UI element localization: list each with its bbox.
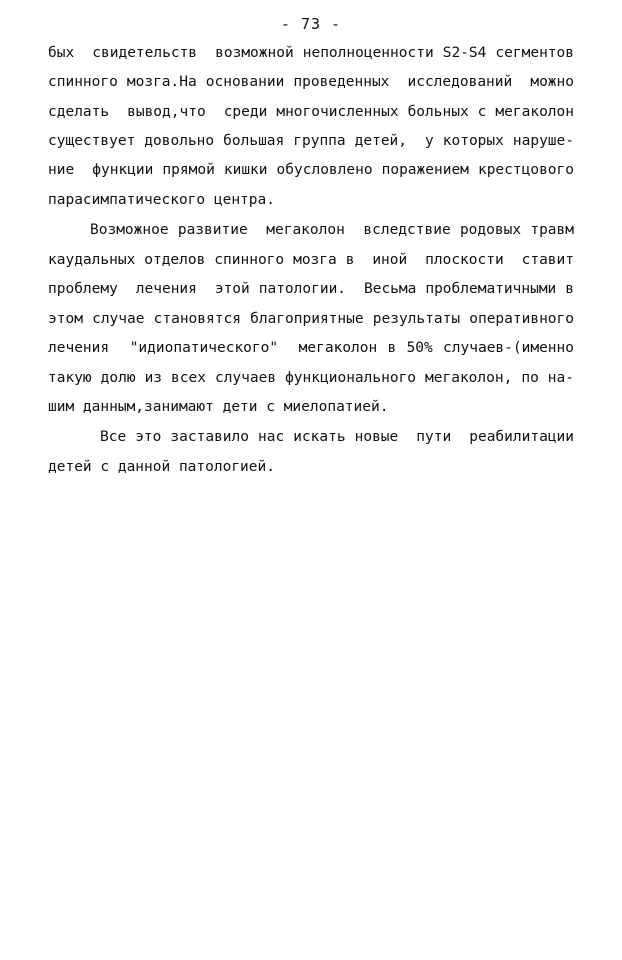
text-line: Возможное развитие мегаколон вследствие родовых травм <box>90 222 574 238</box>
text-line: спинного мозга.На основании проведенных исследований можно <box>48 74 574 90</box>
text-line: лечения "идиопатического" мегаколон в 50% случаев-(именно <box>48 340 574 356</box>
text-line: этом случае становятся благоприятные результаты оперативного <box>48 311 574 327</box>
text-line: парасимпатического центра. <box>48 192 275 208</box>
text-line: Все это заставило нас искать новые пути реабилитации <box>100 429 574 445</box>
text-line: детей с данной патологией. <box>48 459 275 475</box>
text-line: такую долю из всех случаев функционального мегаколон, по на- <box>48 370 574 386</box>
text-line: каудальных отделов спинного мозга в иной плоскости ставит <box>48 252 574 268</box>
text-line: ние функции прямой кишки обусловлено поражением крестцового <box>48 162 574 178</box>
text-line: проблему лечения этой патологии. Весьма проблематичными в <box>48 281 574 297</box>
page-number: - 73 - <box>280 15 342 33</box>
text-line: шим данным,занимают дети с миелопатией. <box>48 399 389 415</box>
text-line: существует довольно большая группа детей, у которых наруше- <box>48 133 574 149</box>
text-line: сделать вывод,что среди многочисленных больных с мегаколон <box>48 104 574 120</box>
text-line: бых свидетельств возможной неполноценности S2-S4 сегментов <box>48 45 574 61</box>
